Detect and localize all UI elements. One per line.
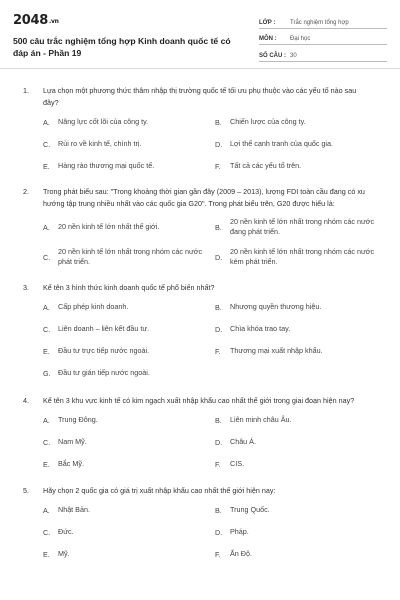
option-letter: E. (43, 550, 50, 559)
meta-value: Đại học (290, 36, 311, 42)
option-letter: D. (215, 437, 223, 447)
option-letter: F. (215, 161, 221, 171)
option-letter: B. (215, 222, 222, 232)
option-letter: G. (43, 369, 51, 378)
answer-option[interactable] (215, 453, 387, 475)
option-letter: C. (43, 528, 51, 537)
option-text: Năng lực cốt lõi của công ty. (58, 116, 149, 126)
question-1 (13, 85, 387, 177)
meta-value: 30 (290, 52, 297, 59)
answer-option[interactable] (43, 431, 215, 453)
question-header (23, 85, 387, 108)
answer-option[interactable] (43, 341, 215, 363)
option-letter: A. (43, 222, 50, 232)
logo-text: 2048 (13, 13, 48, 28)
answer-option[interactable] (43, 155, 215, 177)
question-text: Hãy chọn 2 quốc gia có giá trị xuất nhập khẩu cao nhất thế giới hiện nay: (43, 486, 276, 495)
answer-option[interactable] (43, 544, 215, 566)
answer-option[interactable] (215, 544, 387, 566)
option-text: Nam Mỹ. (58, 436, 87, 446)
option-text: Cấp phép kinh doanh. (58, 302, 129, 312)
question-text: Kể tên 3 hình thức kinh doanh quốc tế phổ biến nhất? (43, 283, 215, 292)
answer-option[interactable] (215, 297, 387, 319)
question-text: Lựa chọn một phương thức thâm nhập thị trường quốc tế tối ưu phụ thuộc vào các yếu tố nào sau đây? (43, 86, 357, 107)
meta-row-class (259, 15, 387, 29)
option-letter: A. (43, 415, 50, 425)
page-header (13, 0, 387, 68)
question-number: 2. (23, 187, 29, 196)
option-text: Pháp. (230, 527, 249, 537)
option-text: CIS. (230, 458, 244, 468)
option-letter: F. (215, 550, 221, 559)
option-text: Trung Quốc. (230, 505, 270, 515)
option-text: 20 nền kinh tế lớn nhất trong nhóm các nước phát triển. (58, 246, 203, 266)
option-text: Mỹ. (58, 549, 70, 559)
question-header (23, 186, 387, 209)
option-letter: A. (43, 117, 50, 127)
option-letter: A. (43, 506, 50, 515)
question-header (23, 395, 387, 407)
meta-label: LỚP : (259, 19, 276, 26)
answer-option[interactable] (215, 242, 387, 272)
option-text: 20 nền kinh tế lớn nhất trong nhóm các nước kém phát triển. (230, 246, 375, 266)
option-text: Hàng rào thương mại quốc tế. (58, 160, 155, 170)
answer-option[interactable] (43, 409, 215, 431)
answer-option[interactable] (215, 431, 387, 453)
question-number: 4. (23, 395, 29, 405)
answer-option[interactable] (43, 522, 215, 544)
answer-option[interactable] (43, 212, 215, 242)
option-letter: D. (215, 252, 223, 262)
question-header (23, 282, 387, 294)
answer-option[interactable] (215, 319, 387, 341)
header-divider (0, 68, 400, 69)
option-letter: B. (215, 303, 222, 312)
question-4 (13, 395, 387, 476)
answer-option[interactable] (43, 500, 215, 522)
option-text: Lợi thế cạnh tranh của quốc gia. (230, 138, 334, 148)
option-text: Đầu tư trực tiếp nước ngoài. (58, 346, 150, 356)
question-2 (13, 186, 387, 272)
meta-label: MÔN : (259, 36, 277, 42)
answer-option[interactable] (215, 111, 387, 133)
option-text: Đức. (58, 527, 74, 537)
option-text: Trung Đông. (58, 414, 98, 424)
logo-tld: .vn (48, 18, 59, 25)
option-letter: C. (43, 252, 51, 262)
option-letter: B. (215, 506, 222, 515)
meta-row-count (259, 48, 387, 62)
question-number: 1. (23, 86, 29, 95)
answer-option[interactable] (43, 363, 215, 385)
answer-options (23, 111, 387, 177)
option-text: Liên minh châu Âu. (230, 414, 292, 424)
meta-value: Trắc nghiệm tổng hợp (290, 19, 349, 26)
meta-label: SỐ CÂU : (259, 52, 286, 59)
option-text: Tất cả các yếu tố trên. (230, 160, 302, 170)
document-title: 500 câu trắc nghiệm tổng hợp Kinh doanh quốc tế có đáp án - Phần 19 (13, 36, 231, 58)
answer-option[interactable] (43, 133, 215, 155)
option-text: Chìa khóa trao tay. (230, 324, 291, 334)
answer-option[interactable] (43, 453, 215, 475)
answer-option[interactable] (43, 319, 215, 341)
question-text: Kể tên 3 khu vực kinh tế có kim ngạch xuất nhập khẩu cao nhất thế giới trong giai đoạn hiện nay? (43, 395, 355, 405)
question-3 (13, 282, 387, 385)
site-logo[interactable] (13, 13, 243, 28)
option-text: Châu Á. (230, 436, 256, 446)
option-text: Ấn Độ. (230, 549, 252, 559)
option-text: Liên doanh – liên kết đầu tư. (58, 324, 150, 334)
option-text: Nhật Bản. (58, 505, 90, 515)
answer-option[interactable] (215, 409, 387, 431)
answer-option[interactable] (215, 522, 387, 544)
option-letter: D. (215, 528, 223, 537)
answer-options (23, 212, 387, 272)
answer-option[interactable] (215, 500, 387, 522)
answer-option[interactable] (215, 155, 387, 177)
option-letter: B. (215, 415, 222, 425)
answer-options (23, 409, 387, 475)
option-letter: F. (215, 459, 221, 469)
option-text: Bắc Mỹ. (58, 458, 84, 468)
header-left (13, 13, 243, 68)
answer-option[interactable] (215, 133, 387, 155)
option-letter: C. (43, 437, 51, 447)
option-letter: D. (215, 139, 223, 149)
answer-options (23, 500, 387, 566)
question-number: 3. (23, 283, 29, 292)
option-text: Chiến lược của công ty. (230, 116, 306, 126)
question-5 (13, 485, 387, 566)
answer-option[interactable] (215, 341, 387, 363)
option-letter: F. (215, 347, 221, 356)
document-meta (259, 13, 387, 68)
question-number: 5. (23, 486, 29, 495)
option-text: Nhượng quyền thương hiệu. (230, 302, 322, 312)
answer-option[interactable] (43, 242, 215, 272)
option-letter: C. (43, 325, 51, 334)
option-text: 20 nền kinh tế lớn nhất trong nhóm các nước đang phát triển. (230, 216, 375, 236)
answer-option[interactable] (43, 297, 215, 319)
option-text: Thương mại xuất nhập khẩu. (230, 346, 323, 356)
question-text: Trong phát biểu sau: "Trong khoảng thời gian gần đây (2009 – 2013), lượng FDI toàn cầu đang có xu hướng tập trung nhiều nhất vào các quốc gia G20". Trong phát biểu trên, G20 được hiểu là: (43, 187, 365, 208)
meta-row-subject (259, 32, 387, 46)
answer-options (23, 297, 387, 385)
answer-option[interactable] (43, 111, 215, 133)
option-letter: B. (215, 117, 222, 127)
answer-option[interactable] (215, 212, 387, 242)
option-text: Rủi ro về kinh tế, chính trị. (58, 138, 142, 148)
option-text: Đầu tư gián tiếp nước ngoài. (58, 368, 150, 378)
option-letter: A. (43, 303, 50, 312)
option-letter: E. (43, 347, 50, 356)
option-text: 20 nền kinh tế lớn nhất thế giới. (58, 221, 160, 231)
question-header (23, 485, 387, 497)
option-letter: E. (43, 459, 50, 469)
option-letter: E. (43, 161, 50, 171)
option-letter: D. (215, 325, 223, 334)
option-letter: C. (43, 139, 51, 149)
